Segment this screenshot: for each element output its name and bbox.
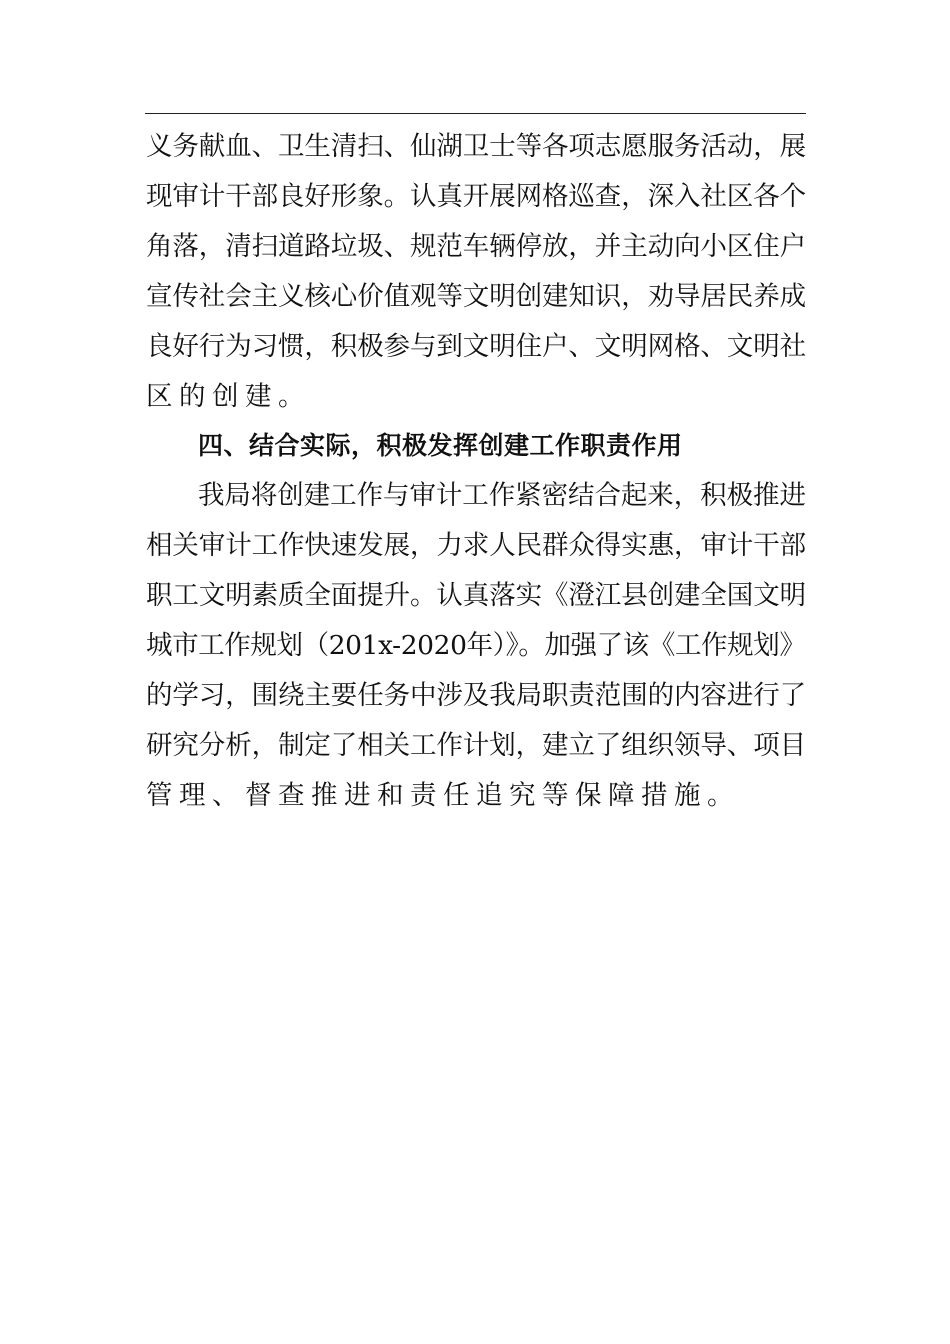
header-rule	[145, 113, 806, 114]
paragraph-line: 城市工作规划（201x-2020年）》。加强了该《工作规划》	[146, 630, 806, 661]
paragraph-line: 角落，清扫道路垃圾、规范车辆停放，并主动向小区住户	[146, 231, 806, 262]
section-heading: 四、结合实际，积极发挥创建工作职责作用	[198, 431, 683, 460]
paragraph-line: 我局将创建工作与审计工作紧密结合起来，积极推进	[198, 480, 806, 511]
paragraph-line: 职工文明素质全面提升。认真落实《澄江县创建全国文明	[146, 580, 806, 611]
paragraph-line: 区的创建。	[146, 381, 311, 412]
paragraph-line: 现审计干部良好形象。认真开展网格巡查，深入社区各个	[146, 181, 806, 212]
paragraph-line: 研究分析，制定了相关工作计划，建立了组织领导、项目	[146, 730, 806, 761]
paragraph-line: 良好行为习惯，积极参与到文明住户、文明网格、文明社	[146, 331, 806, 362]
paragraph-line: 的学习，围绕主要任务中涉及我局职责范围的内容进行了	[146, 680, 806, 711]
paragraph-line: 宣传社会主义核心价值观等文明创建知识，劝导居民养成	[146, 281, 806, 312]
paragraph-line: 管理、督查推进和责任追究等保障措施。	[146, 780, 740, 811]
paragraph-line: 义务献血、卫生清扫、仙湖卫士等各项志愿服务活动，展	[146, 131, 806, 162]
paragraph-line: 相关审计工作快速发展，力求人民群众得实惠，审计干部	[146, 530, 806, 561]
